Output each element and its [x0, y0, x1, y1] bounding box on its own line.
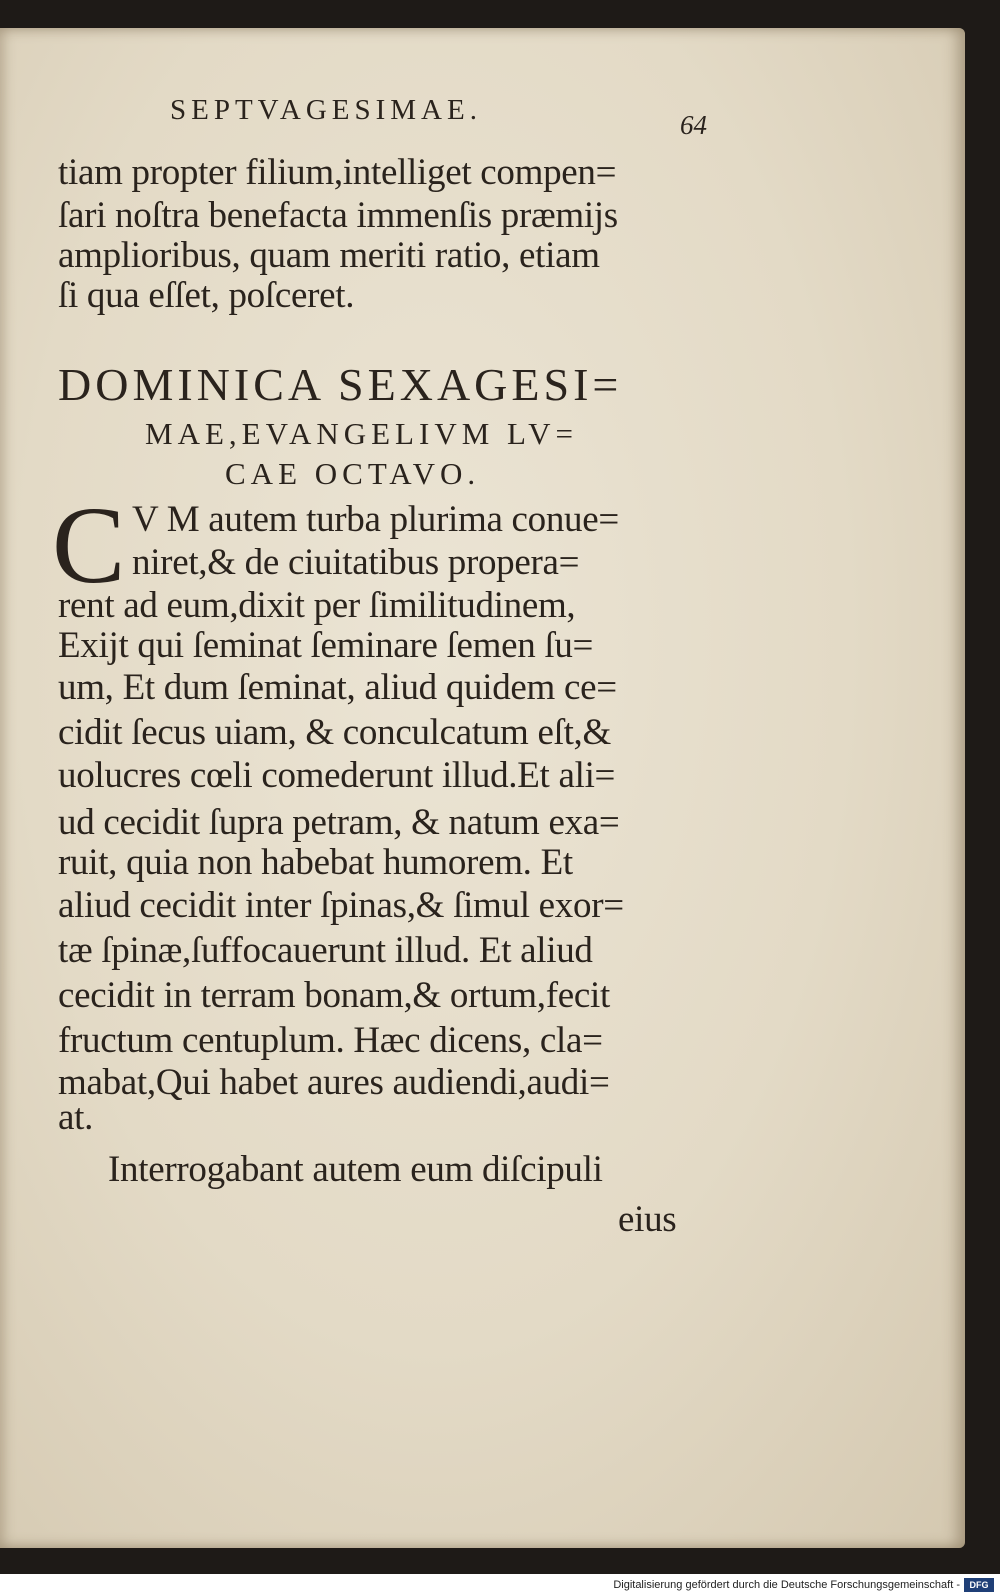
text-line: uolucres cœli comederunt illud.Et ali= — [58, 755, 616, 796]
catchword: eius — [618, 1199, 677, 1240]
text-line: Exijt qui ſeminat ſeminare ſemen ſu= — [58, 625, 594, 666]
text-line: um, Et dum ſeminat, aliud quidem ce= — [58, 667, 617, 708]
text-line: amplioribus, quam meriti ratio, etiam — [58, 235, 600, 276]
book-page — [0, 28, 965, 1548]
text-line: ruit, quia non habebat humorem. Et — [58, 842, 573, 883]
text-line: at. — [58, 1097, 94, 1138]
section-heading-line-2: MAE,EVANGELIVM LV= — [145, 416, 578, 451]
text-line: Interrogabant autem eum diſcipuli — [108, 1149, 603, 1190]
text-line: ſi qua eſſet, poſceret. — [58, 275, 355, 316]
text-line: mabat,Qui habet aures audiendi,audi= — [58, 1062, 610, 1103]
text-line: niret,& de ciuitatibus propera= — [132, 542, 580, 583]
dfg-logo: DFG — [964, 1578, 994, 1592]
drop-cap-initial: C — [52, 484, 126, 606]
text-line: rent ad eum,dixit per ſimilitudinem, — [58, 585, 576, 626]
running-head: SEPTVAGESIMAE. — [170, 94, 482, 126]
text-line: fructum centuplum. Hæc dicens, cla= — [58, 1020, 603, 1061]
text-line: cecidit in terram bonam,& ortum,fecit — [58, 975, 610, 1016]
text-line: aliud cecidit inter ſpinas,& ſimul exor= — [58, 885, 624, 926]
digitization-credit: Digitalisierung gefördert durch die Deutsche Forschungsgemeinschaft - — [613, 1579, 960, 1591]
text-line: cidit ſecus uiam, & conculcatum eſt,& — [58, 712, 611, 753]
section-heading-line-1: DOMINICA SEXAGESI= — [58, 359, 623, 410]
section-heading-line-3: CAE OCTAVO. — [225, 456, 481, 491]
text-line: tiam propter filium,intelliget compen= — [58, 152, 617, 193]
text-line: ud cecidit ſupra petram, & natum exa= — [58, 802, 620, 843]
page-number: 64 — [680, 110, 707, 140]
text-line: ſari noſtra benefacta immenſis præmijs — [58, 195, 618, 236]
text-line: V M autem turba plurima conue= — [132, 499, 619, 540]
text-line: tæ ſpinæ,ſuffocauerunt illud. Et aliud — [58, 930, 593, 971]
